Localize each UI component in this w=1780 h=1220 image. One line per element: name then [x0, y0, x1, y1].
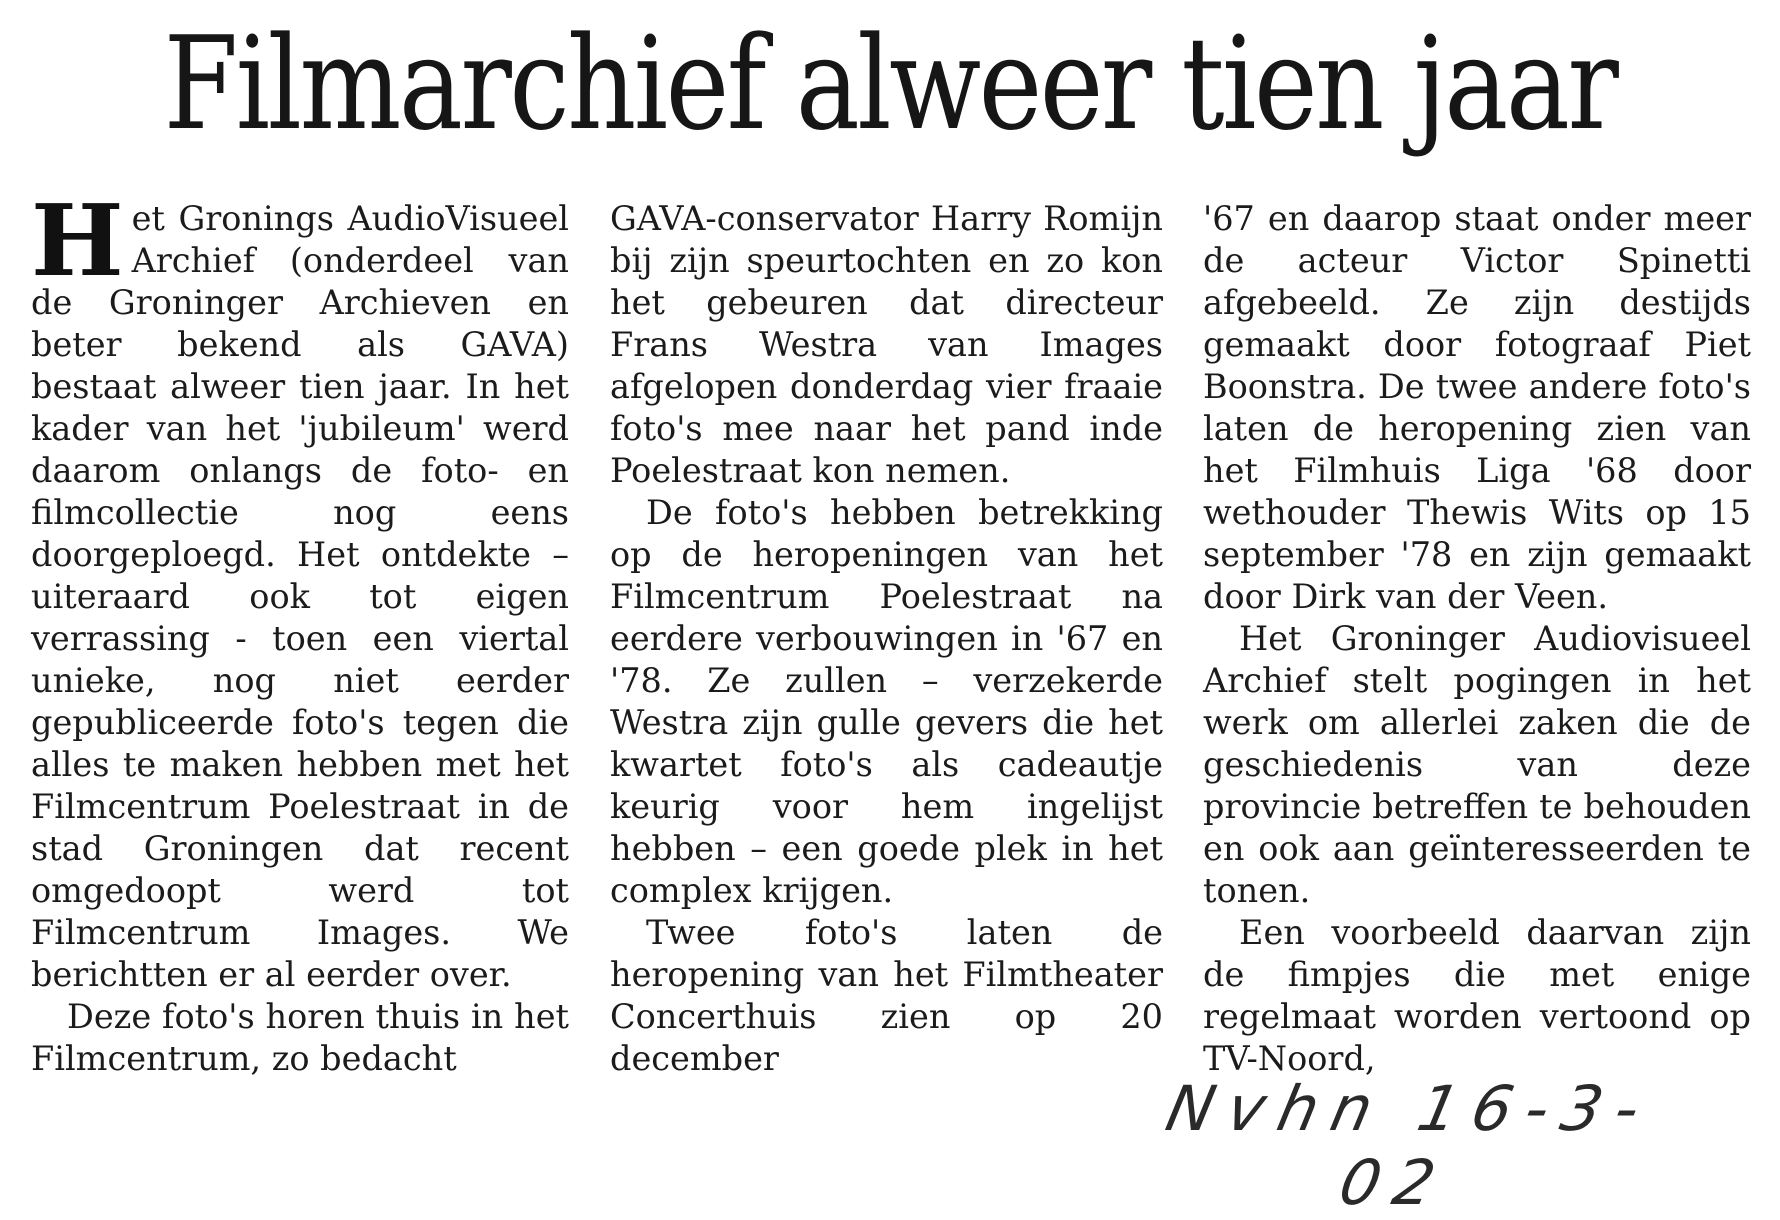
article-column-1: [31, 184, 569, 1080]
article-paragraph: Een voorbeeld daarvan zijn de fimpjes die met enige regelmaat worden vertoond op TV-Noord,: [1203, 913, 1751, 1078]
article-column-3: [1203, 198, 1751, 1080]
handwritten-note-text: Nvhn 16-3-02: [1160, 1072, 1661, 1219]
handwritten-date-note: [1130, 1072, 1690, 1219]
article-paragraph: De foto's hebben betrekking op de heropeningen van het Filmcentrum Poelestraat na eerdere verbouwingen in '67 en '78. Ze zullen – verzekerde Westra zijn gulle gevers die het kwartet foto's als cadeautje keurig voor hem ingelijst hebben – een goede plek in het complex krijgen.: [610, 493, 1163, 910]
paragraph-text: et Gronings AudioVisueel Archief (onderdeel van de Groninger Archieven en beter bekend als GAVA) bestaat alweer tien jaar. In het kader van het 'jubileum' werd daarom onlangs de foto- en filmcollectie nog eens doorgeploegd. Het ontdekte – uiteraard ook tot eigen verrassing - toen een viertal unieke, nog niet eerder gepubliceerde foto's tegen die alles te maken hebben met het Filmcentrum Poelestraat in de stad Groningen dat recent omgedoopt werd tot Filmcentrum Images. We berichtten er al eerder over.: [31, 199, 569, 994]
drop-cap: H: [31, 184, 124, 299]
article-paragraph: GAVA-conservator Harry Romijn bij zijn speurtochten en zo kon het gebeuren dat directeur Frans Westra van Images afgelopen donderdag vier fraaie foto's mee naar het pand inde Poelestraat kon nemen.: [610, 199, 1163, 490]
article-paragraph: Deze foto's horen thuis in het Filmcentrum, zo bedacht: [31, 997, 569, 1078]
article-headline: Filmarchief alweer tien jaar: [163, 10, 1617, 159]
article-paragraph: [31, 184, 569, 996]
article-paragraph: Het Groninger Audiovisueel Archief stelt pogingen in het werk om allerlei zaken die de geschiedenis van deze provincie betreffen te behouden en ook aan geïnteresseerden te tonen.: [1203, 619, 1751, 910]
article-column-2: [610, 198, 1163, 1080]
article-paragraph: Twee foto's laten de heropening van het Filmtheater Concerthuis zien op 20 december: [610, 913, 1163, 1078]
article-paragraph: '67 en daarop staat onder meer de acteur Victor Spinetti afgebeeld. Ze zijn destijds gemaakt door fotograaf Piet Boonstra. De twee andere foto's laten de heropening zien van het Filmhuis Liga '68 door wethouder Thewis Wits op 15 september '78 en zijn gemaakt door Dirk van der Veen.: [1203, 199, 1751, 616]
